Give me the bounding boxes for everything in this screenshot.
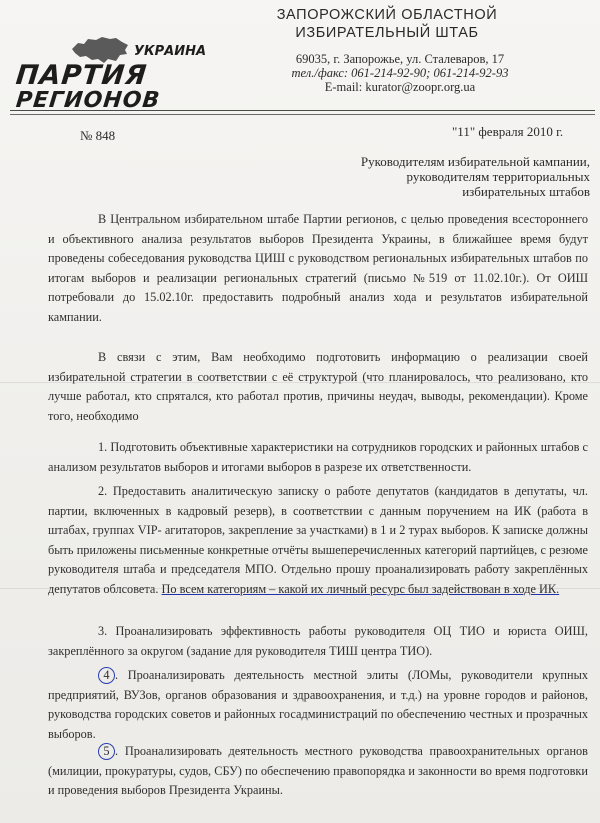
addressee-line2: руководителям территориальных — [406, 169, 590, 184]
party-logo — [12, 30, 207, 113]
circled-number: 4 — [98, 667, 115, 684]
list-item-5: 5 . Проанализировать деятельность местного руководства правоохранительных органов (милиции, прокуратуры, судов, СБУ) по обеспечению правопорядка и законности во время подготовки и проведения выборов Президента Украины. — [48, 744, 588, 798]
logo-subtitle: УКРАИНА — [134, 44, 207, 59]
circled-number: 5 — [98, 743, 115, 760]
list-item-1: 1. Подготовить объективные характеристики на сотрудников городских и районных штабов с анализом результатов выборов и итогами выборов в разрезе их ответственности. — [48, 440, 588, 474]
logo-text-line1: ПАРТИЯ — [14, 60, 149, 91]
org-name-line2: ИЗБИРАТЕЛЬНЫЙ ШТАБ — [295, 25, 479, 41]
addressee-line3: избирательных штабов — [462, 184, 590, 199]
contact-block — [270, 52, 530, 94]
underlined-note: По всем категориям – какой их личный ресурс был задействован в ходе ИК. — [161, 581, 560, 596]
list-item-2: 2. Предоставить аналитическую записку о работе депутатов (кандидатов в депутаты, чл. партии, включенных в кадровый резерв), в соответствии с данным поручением на ИК (работа в штабах, группах VIP- агитаторов, закрепление за участками) в 1 и 2 турах выборов. К записке должны быть приложены письменные конкретные отчёты вышеперечисленных категорий партийцев, с резюме руководителя штаба и председателя МПО. Отдельно прошу проанализировать работу закреплённых депутатов облсовета. По всем категориям – какой их личный ресурс был задействован в ходе ИК. — [48, 484, 588, 596]
paragraph: В Центральном избирательном штабе Партии регионов, с целью проведения всестороннего и объективного анализа результатов выборов Президента Украины, в ближайшее время будут проведены собеседования руководства ЦИШ с руководством региональных избирательных штабов по итогам выборов и реализации региональных стратегий (письмо №519 от 11.02.10г.). От ОИШ потребовали до 15.02.10г. предоставить подробный анализ хода и результатов избирательной кампании. — [48, 212, 588, 324]
paragraph: В связи с этим, Вам необходимо подготовить информацию о реализации своей избирательной стратегии в соответствии с её структурой (что планировалось, что реализовано, кто лучше работал, кто спрятался, кто работал против, причины неудач, выводы, рекомендации). Кроме того, необходимо — [48, 350, 588, 423]
addressee-line1: Руководителям избирательной кампании, — [360, 154, 590, 169]
document-date: "11" февраля 2010 г. — [452, 124, 564, 139]
org-name-line1: ЗАПОРОЖСКИЙ ОБЛАСТНОЙ — [276, 7, 498, 23]
header-divider — [10, 110, 595, 111]
address: 69035, г. Запорожье, ул. Сталеваров, 17 — [295, 52, 505, 66]
organization-name — [262, 6, 512, 42]
email: E-mail: kurator@zoopr.org.ua — [324, 80, 476, 94]
list-item-3: 3. Проанализировать эффективность работы руководителя ОЦ ТИО и юриста ОИШ, закреплённого за округом (задание для руководителя ТИШ центра ТИО). — [48, 624, 588, 658]
logo-text-line2: РЕГИОНОВ — [14, 88, 162, 113]
header-divider-thin — [10, 114, 595, 115]
document-number: № 848 — [80, 128, 116, 143]
list-item-4: 4 . Проанализировать деятельность местной элиты (ЛОМы, руководители крупных предприятий, ВУЗов, органов образования и здравоохранения, и т.д.) на уровне городов и районов, руководства городских советов и районных госадминистраций по обеспечению честных и прозрачных выборов. — [48, 668, 588, 741]
phone-fax: тел./факс: 061-214-92-90; 061-214-92-93 — [291, 66, 509, 80]
addressee-block — [340, 154, 590, 199]
